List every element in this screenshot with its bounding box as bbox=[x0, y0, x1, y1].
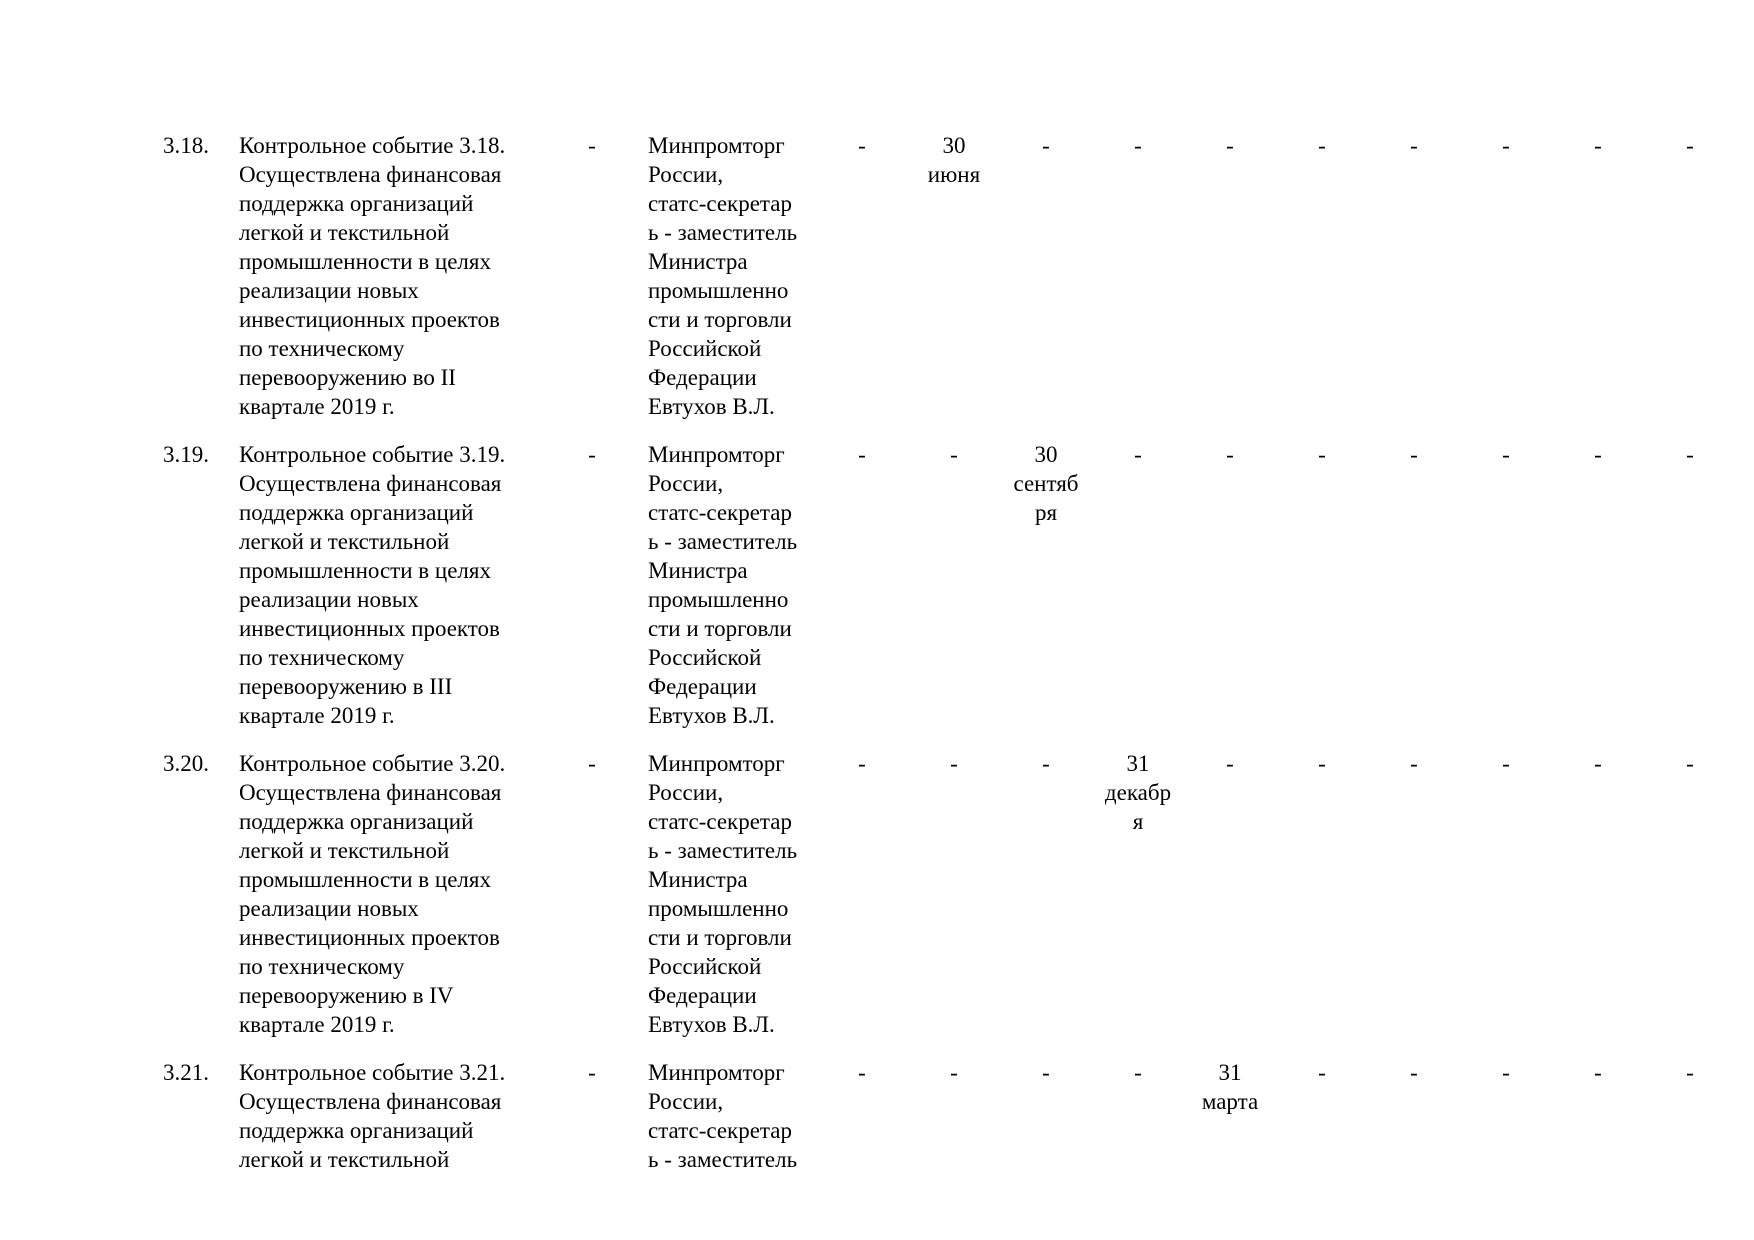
timeline-cell: - bbox=[1042, 751, 1050, 776]
timeline-cell: - bbox=[1042, 1060, 1050, 1085]
timeline-cell: - bbox=[1318, 133, 1326, 158]
timeline-cell: - bbox=[1226, 751, 1234, 776]
responsible: Минпромторг России, статс-секретар ь - заместитель bbox=[648, 1060, 798, 1172]
event-title: Контрольное событие 3.21. Осуществлена финансовая поддержка организаций легкой и текстильной bbox=[239, 1060, 506, 1172]
timeline-cell: 31 декабр я bbox=[1104, 751, 1172, 834]
timeline-cell: - bbox=[1042, 133, 1050, 158]
timeline-cell: - bbox=[858, 133, 866, 158]
event-col3: - bbox=[588, 751, 596, 776]
row-number: 3.20. bbox=[163, 751, 209, 776]
timeline-cell: - bbox=[1410, 442, 1418, 467]
timeline-cell: - bbox=[1502, 751, 1510, 776]
timeline-cell: - bbox=[1410, 751, 1418, 776]
timeline-cell: - bbox=[1226, 442, 1234, 467]
responsible: Минпромторг России, статс-секретар ь - заместитель Министра промышленно сти и торговли Российской Федерации Евтухов В.Л. bbox=[648, 133, 798, 419]
timeline-cell: - bbox=[1594, 442, 1602, 467]
event-col3: - bbox=[588, 133, 596, 158]
timeline-cell: - bbox=[1410, 133, 1418, 158]
timeline-cell: - bbox=[1686, 133, 1694, 158]
event-col3: - bbox=[588, 1060, 596, 1085]
timeline-cell: - bbox=[858, 442, 866, 467]
row-number: 3.21. bbox=[163, 1060, 209, 1085]
timeline-cell: - bbox=[950, 1060, 958, 1085]
responsible: Минпромторг России, статс-секретар ь - заместитель Министра промышленно сти и торговли Российской Федерации Евтухов В.Л. bbox=[648, 751, 798, 1037]
event-title: Контрольное событие 3.18. Осуществлена финансовая поддержка организаций легкой и текстильной промышленности в целях реализации новых инвестиционных проектов по техническому перевооружению во II квартале 2019 г. bbox=[239, 133, 506, 419]
timeline-cell: - bbox=[858, 751, 866, 776]
timeline-cell: - bbox=[858, 1060, 866, 1085]
timeline-cell: - bbox=[1134, 442, 1142, 467]
timeline-cell: - bbox=[1686, 751, 1694, 776]
row-number: 3.19. bbox=[163, 442, 209, 467]
timeline-cell: - bbox=[1318, 751, 1326, 776]
timeline-cell: - bbox=[950, 442, 958, 467]
timeline-cell: 30 июня bbox=[927, 133, 981, 187]
timeline-cell: - bbox=[1318, 1060, 1326, 1085]
timeline-cell: 31 марта bbox=[1201, 1060, 1259, 1114]
timeline-cell: - bbox=[1594, 751, 1602, 776]
timeline-cell: - bbox=[1134, 133, 1142, 158]
timeline-cell: - bbox=[950, 751, 958, 776]
timeline-cell: - bbox=[1410, 1060, 1418, 1085]
timeline-cell: - bbox=[1686, 442, 1694, 467]
event-title: Контрольное событие 3.20. Осуществлена финансовая поддержка организаций легкой и текстильной промышленности в целях реализации новых инвестиционных проектов по техническому перевооружению в IV квартале 2019 г. bbox=[239, 751, 506, 1037]
event-title: Контрольное событие 3.19. Осуществлена финансовая поддержка организаций легкой и текстильной промышленности в целях реализации новых инвестиционных проектов по техническому перевооружению в III квартале 2019 г. bbox=[239, 442, 506, 728]
timeline-cell: - bbox=[1502, 442, 1510, 467]
event-col3: - bbox=[588, 442, 596, 467]
responsible: Минпромторг России, статс-секретар ь - заместитель Министра промышленно сти и торговли Российской Федерации Евтухов В.Л. bbox=[648, 442, 798, 728]
timeline-cell: - bbox=[1502, 1060, 1510, 1085]
timeline-cell: - bbox=[1594, 133, 1602, 158]
timeline-cell: - bbox=[1594, 1060, 1602, 1085]
timeline-cell: - bbox=[1318, 442, 1326, 467]
timeline-cell: - bbox=[1686, 1060, 1694, 1085]
timeline-cell: - bbox=[1502, 133, 1510, 158]
timeline-cell: - bbox=[1226, 133, 1234, 158]
row-number: 3.18. bbox=[163, 133, 209, 158]
timeline-cell: - bbox=[1134, 1060, 1142, 1085]
timeline-cell: 30 сентяб ря bbox=[1013, 442, 1079, 525]
